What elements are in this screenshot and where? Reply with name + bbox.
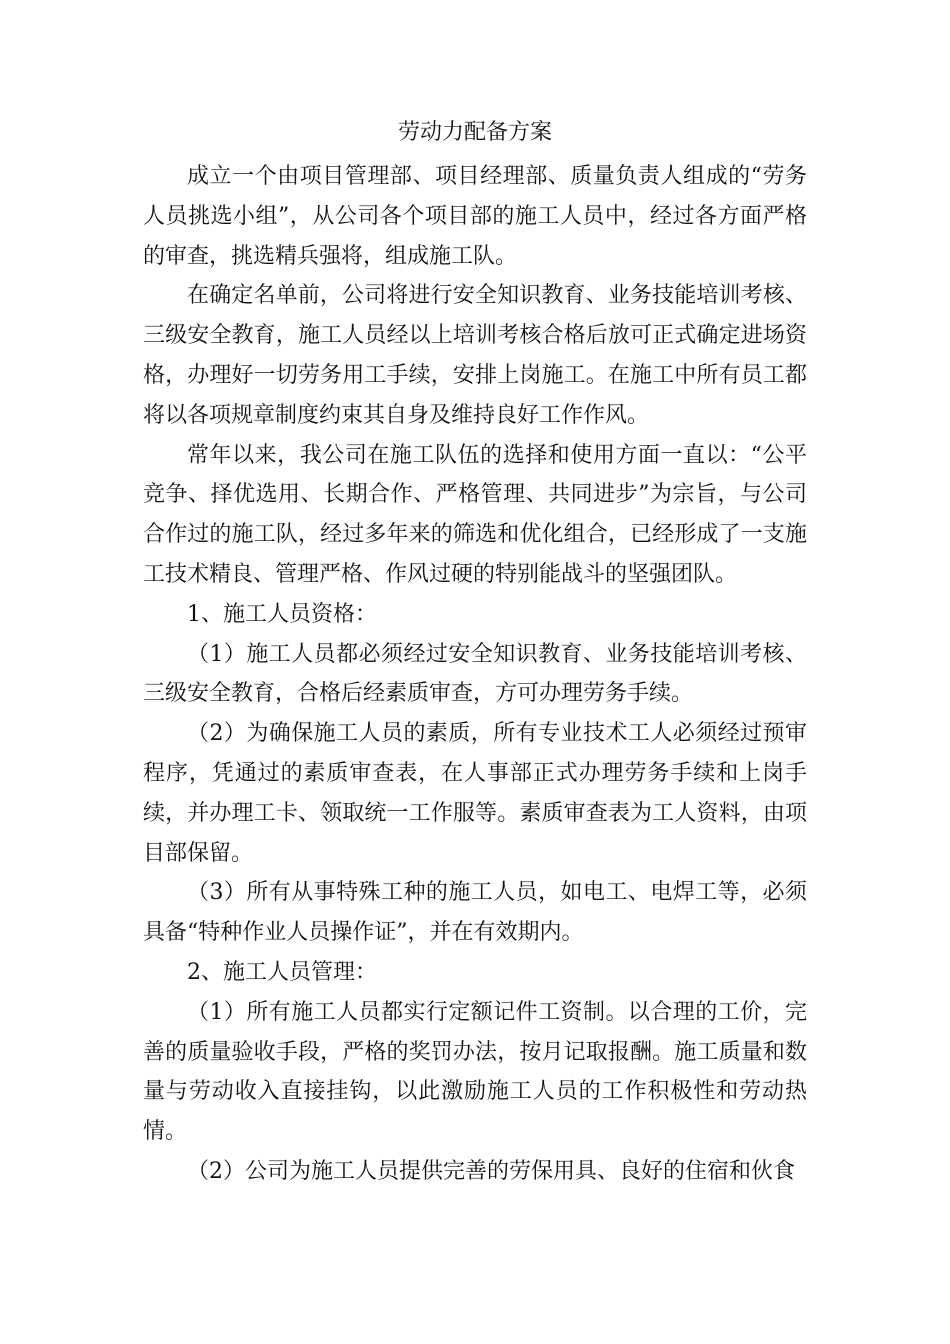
- list-item-management-2: （2）公司为施工人员提供完善的劳保用具、良好的住宿和伙食: [187, 1158, 795, 1184]
- section-heading-management: 2、施工人员管理：: [187, 959, 377, 985]
- list-item-management-1: （1）所有施工人员都实行定额记件工资制。以合理的工价，完善的质量验收手段，严格的奖罚办法，按月记取报酬。施工质量和数量与劳动收入直接挂钩，以此激励施工人员的工作积极性和劳动热情。: [143, 999, 807, 1145]
- paragraph-training: 在确定名单前，公司将进行安全知识教育、业务技能培训考核、三级安全教育，施工人员经以上培训考核合格后放可正式确定进场资格，办理好一切劳务用工手续，安排上岗施工。在施工中所有员工都将以各项规章制度约束其自身及维持良好工作作风。: [143, 283, 807, 428]
- document-title: 劳动力配备方案: [397, 120, 552, 145]
- paragraph-team-selection: 成立一个由项目管理部、项目经理部、质量负责人组成的“劳务人员挑选小组”，从公司各个项目部的施工人员中，经过各方面严格的审查，挑选精兵强将，组成施工队。: [143, 164, 807, 269]
- section-heading-qualification: 1、施工人员资格：: [187, 601, 377, 627]
- list-item-qualification-3: （3）所有从事特殊工种的施工人员，如电工、电焊工等，必须具备“特种作业人员操作证”，并在有效期内。: [143, 880, 807, 946]
- paragraph-company-policy: 常年以来，我公司在施工队伍的选择和使用方面一直以：“公平竞争、择优选用、长期合作、严格管理、共同进步”为宗旨，与公司合作过的施工队，经过多年来的筛选和优化组合，已经形成了一支施工技术精良、管理严格、作风过硬的特别能战斗的坚强团队。: [143, 442, 807, 587]
- document-body: [143, 157, 807, 1192]
- list-item-qualification-2: （2）为确保施工人员的素质，所有专业技术工人必须经过预审程序，凭通过的素质审查表，在人事部正式办理劳务手续和上岗手续，并办理工卡、领取统一工作服等。素质审查表为工人资料，由项目部保留。: [143, 721, 807, 866]
- list-item-qualification-1: （1）施工人员都必须经过安全知识教育、业务技能培训考核、三级安全教育，合格后经素质审查，方可办理劳务手续。: [143, 641, 807, 707]
